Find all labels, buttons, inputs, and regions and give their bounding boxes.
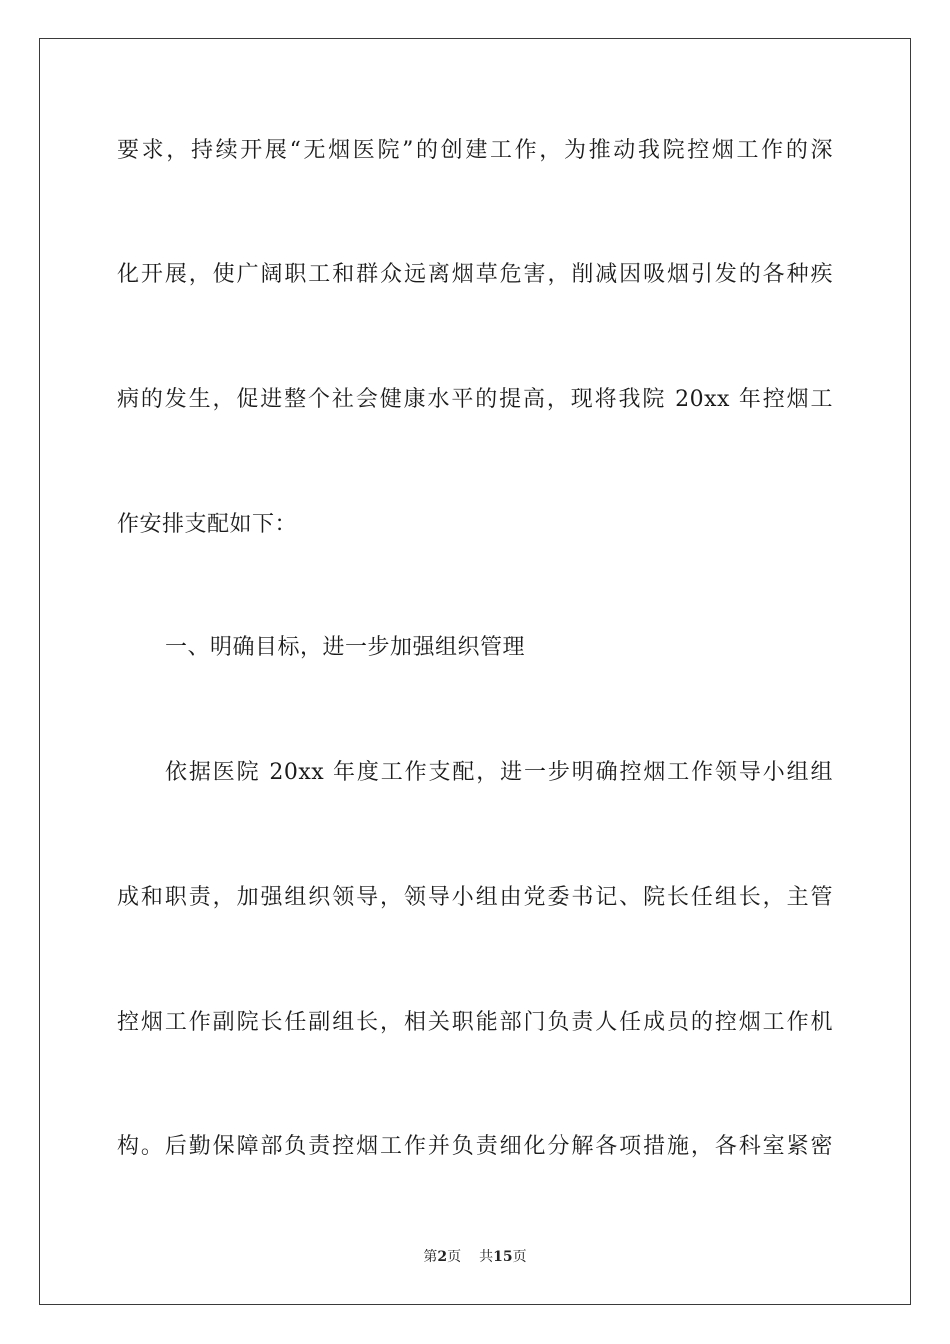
page-suffix: 页 — [447, 1249, 462, 1265]
page-footer — [0, 1248, 950, 1266]
page-number: 2 — [437, 1249, 448, 1265]
paragraph-line-1: 要求，持续开展“无烟医院”的创建工作，为推动我院控烟工作的深 — [117, 138, 833, 163]
paragraph-line-5: 依据医院 20xx 年度工作支配，进一步明确控烟工作领导小组组 — [165, 760, 833, 785]
page-prefix: 第 — [423, 1249, 438, 1265]
paragraph-line-7: 控烟工作副院长任副组长，相关职能部门负责人任成员的控烟工作机 — [117, 1010, 833, 1035]
paragraph-line-6: 成和职责，加强组织领导，领导小组由党委书记、院长任组长，主管 — [117, 885, 833, 910]
section-heading: 一、明确目标，进一步加强组织管理 — [165, 635, 526, 660]
paragraph-line-8: 构。后勤保障部负责控烟工作并负责细化分解各项措施，各科室紧密 — [117, 1134, 833, 1159]
total-pages: 15 — [493, 1249, 513, 1265]
total-suffix: 页 — [512, 1249, 527, 1265]
paragraph-line-4: 作安排支配如下： — [117, 512, 298, 537]
total-prefix: 共 — [479, 1249, 494, 1265]
page-border — [39, 38, 911, 1305]
paragraph-line-3: 病的发生，促进整个社会健康水平的提高，现将我院 20xx 年控烟工 — [117, 387, 833, 412]
paragraph-line-2: 化开展，使广阔职工和群众远离烟草危害，削减因吸烟引发的各种疾 — [117, 262, 833, 287]
